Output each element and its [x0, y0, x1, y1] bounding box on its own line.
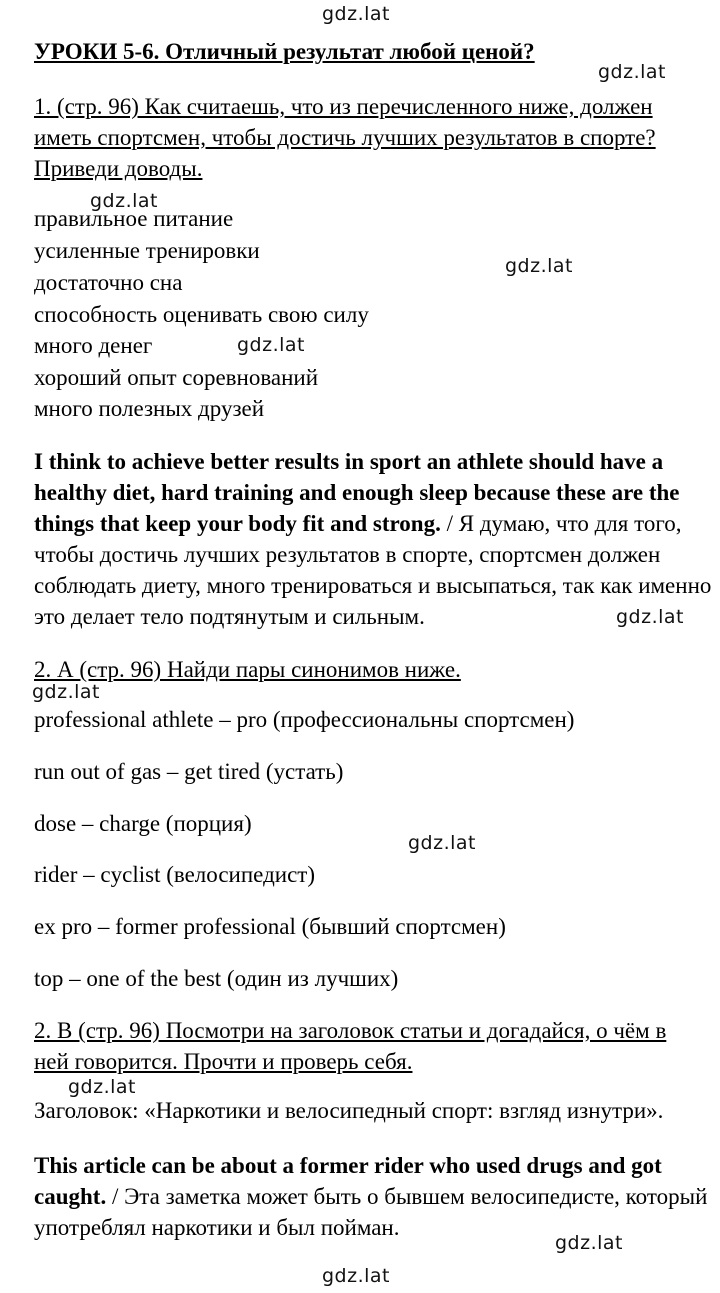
watermark: gdz.lat [555, 1232, 624, 1254]
task2a-question: 2. А (стр. 96) Найди пары синонимов ниже. [34, 657, 461, 682]
list-item: способность оценивать свою силу [34, 302, 369, 327]
list-item: правильное питание [34, 206, 234, 231]
list-item: много денег [34, 333, 153, 358]
synonym-pair: ex pro – former professional (бывший спортсмен) [34, 914, 506, 939]
list-item: много полезных друзей [34, 396, 265, 421]
answer-english: I think to achieve better results in sport an athlete should have a healthy diet, hard training and enough sleep because these are the things that keep your body fit and strong. [34, 449, 680, 536]
watermark: gdz.lat [237, 334, 306, 356]
watermark: gdz.lat [90, 190, 159, 212]
answer-translation: / Я думаю, что для того, чтобы достичь лучших результатов в спорте, спортсмен должен соблюдать диету, много тренироваться и высыпаться, так как именно это делает тело подтянутым и сильным. [34, 511, 712, 629]
task1-question: 1. (стр. 96) Как считаешь, что из перечисленного ниже, должен иметь спортсмен, чтобы достичь лучших результатов в спорте? Приведи доводы. [34, 94, 656, 181]
task2b-answer [34, 1150, 718, 1243]
article-headline: Заголовок: «Наркотики и велосипедный спорт: взгляд изнутри». [34, 1098, 664, 1123]
watermark: gdz.lat [598, 61, 667, 83]
synonym-pair: dose – charge (порция) [34, 811, 252, 836]
synonym-pair: rider – cyclist (велосипедист) [34, 862, 316, 887]
synonym-pair: run out of gas – get tired (устать) [34, 759, 344, 784]
synonym-pair: professional athlete – pro (профессиональны спортсмен) [34, 707, 575, 732]
watermark: gdz.lat [68, 1076, 137, 1098]
watermark: gdz.lat [322, 1265, 391, 1287]
list-item: достаточно сна [34, 270, 183, 295]
watermark: gdz.lat [408, 832, 477, 854]
list-item: хороший опыт соревнований [34, 365, 319, 390]
page-title: УРОКИ 5-6. Отличный результат любой ценой? [34, 39, 535, 64]
watermark: gdz.lat [32, 681, 101, 703]
answer-translation: / Эта заметка может быть о бывшем велосипедисте, который употреблял наркотики и был пойман. [34, 1184, 708, 1240]
task1-answer [34, 446, 718, 632]
watermark: gdz.lat [616, 606, 685, 628]
task2b-question: 2. В (стр. 96) Посмотри на заголовок статьи и догадайся, о чём в ней говорится. Прочти и проверь себя. [34, 1018, 667, 1074]
list-item: усиленные тренировки [34, 238, 260, 263]
synonym-pair: top – one of the best (один из лучших) [34, 966, 399, 991]
watermark: gdz.lat [505, 255, 574, 277]
answer-english: This article can be about a former rider who used drugs and got caught. [34, 1153, 662, 1209]
watermark: gdz.lat [322, 3, 391, 25]
